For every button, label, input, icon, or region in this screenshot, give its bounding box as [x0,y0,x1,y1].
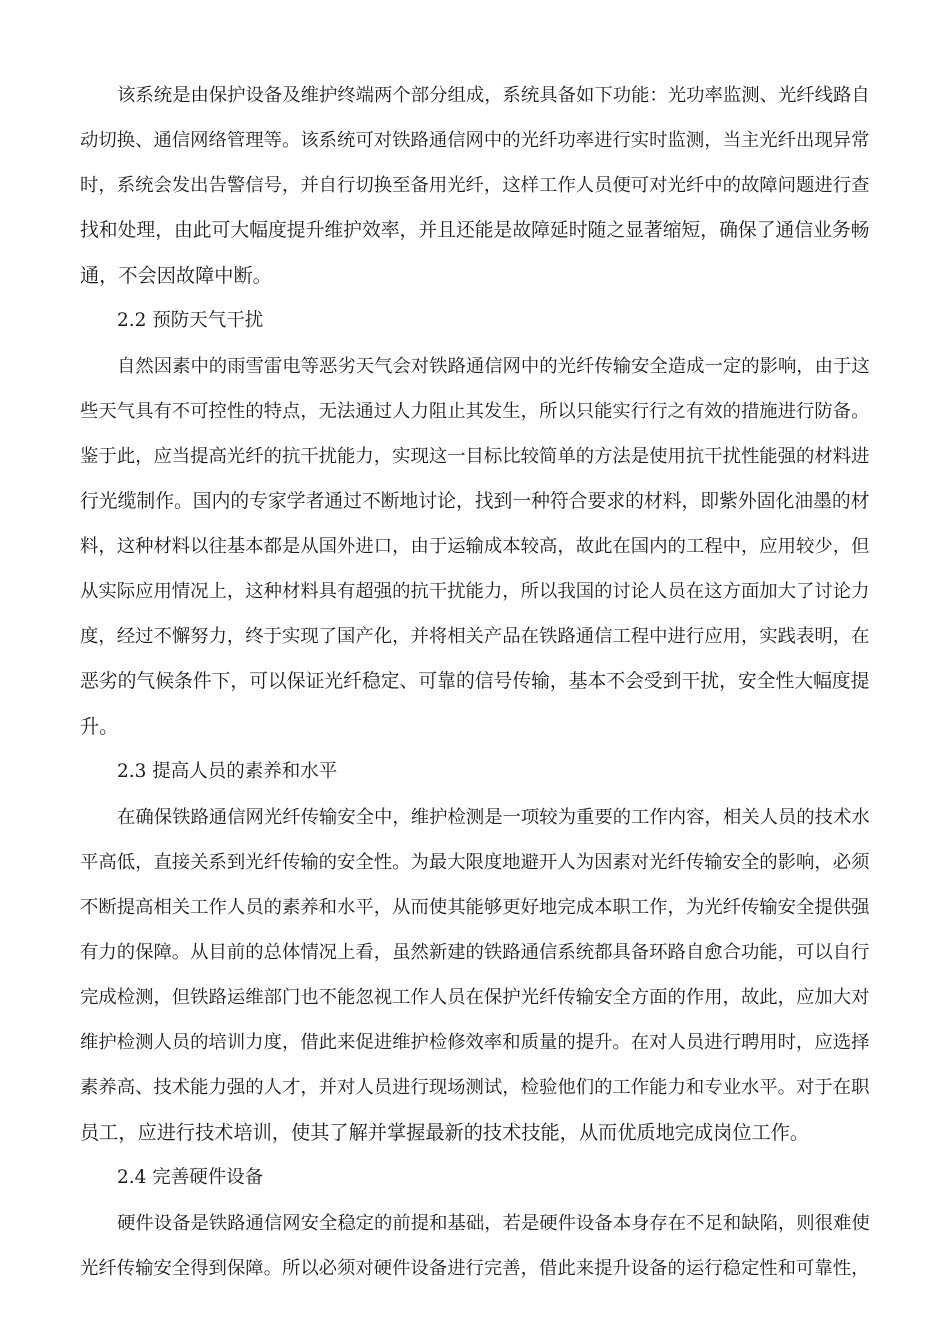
text-line: 有力的保障。从目前的总体情况上看，虽然新建的铁路通信系统都具备环路自愈合功能，可以自行 [80,942,870,963]
text-line: 些天气具有不可控性的特点，无法通过人力阻止其发生，所以只能实行行之有效的措施进行防备。 [80,401,870,422]
text-line: 自然因素中的雨雪雷电等恶劣天气会对铁路通信网中的光纤传输安全造成一定的影响，由于这 [117,356,870,377]
section-heading-2-2: 2.2 预防天气干扰 [117,310,264,331]
text-line: 动切换、通信网络管理等。该系统可对铁路通信网中的光纤功率进行实时监测，当主光纤出现异常 [80,130,870,151]
section-heading-2-4: 2.4 完善硬件设备 [117,1167,264,1188]
text-line: 通，不会因故障中断。 [80,264,272,287]
text-line: 恶劣的气候条件下，可以保证光纤稳定、可靠的信号传输，基本不会受到干扰，安全性大幅度提 [80,671,870,692]
text-line: 找和处理，由此可大幅度提升维护效率，并且还能是故障延时随之显著缩短，确保了通信业务畅 [80,220,870,241]
text-line: 升。 [80,715,119,738]
text-line: 时，系统会发出告警信号，并自行切换至备用光纤，这样工作人员便可对光纤中的故障问题进行查 [80,175,870,196]
text-line: 光纤传输安全得到保障。所以必须对硬件设备进行完善，借此来提升设备的运行稳定性和可靠性， [80,1258,870,1279]
text-line: 硬件设备是铁路通信网安全稳定的前提和基础，若是硬件设备本身存在不足和缺陷，则很难使 [117,1213,870,1234]
text-line: 平高低，直接关系到光纤传输的安全性。为最大限度地避开人为因素对光纤传输安全的影响，必须 [80,852,870,873]
text-line: 度，经过不懈努力，终于实现了国产化，并将相关产品在铁路通信工程中进行应用，实践表明，在 [80,626,870,647]
section-heading-2-3: 2.3 提高人员的素养和水平 [117,761,338,782]
text-line: 鉴于此，应当提高光纤的抗干扰能力，实现这一目标比较简单的方法是使用抗干扰性能强的材料进 [80,446,870,467]
text-line: 员工，应进行技术培训，使其了解并掌握最新的技术技能，从而优质地完成岗位工作。 [80,1121,810,1144]
text-line: 行光缆制作。国内的专家学者通过不断地讨论，找到一种符合要求的材料，即紫外固化油墨的材 [80,491,870,512]
text-line: 料，这种材料以往基本都是从国外进口，由于运输成本较高，故此在国内的工程中，应用较少，但 [80,536,870,557]
text-line: 从实际应用情况上，这种材料具有超强的抗干扰能力，所以我国的讨论人员在这方面加大了讨论力 [80,581,870,602]
text-line: 维护检测人员的培训力度，借此来促进维护检修效率和质量的提升。在对人员进行聘用时，应选择 [80,1032,870,1053]
text-line: 不断提高相关工作人员的素养和水平，从而使其能够更好地完成本职工作，为光纤传输安全提供强 [80,897,870,918]
text-line: 在确保铁路通信网光纤传输安全中，维护检测是一项较为重要的工作内容，相关人员的技术水 [117,807,870,828]
text-line: 素养高、技术能力强的人才，并对人员进行现场测试，检验他们的工作能力和专业水平。对于在职 [80,1077,870,1098]
text-line: 完成检测，但铁路运维部门也不能忽视工作人员在保护光纤传输安全方面的作用，故此，应加大对 [80,987,870,1008]
text-line: 该系统是由保护设备及维护终端两个部分组成，系统具备如下功能：光功率监测、光纤线路自 [117,85,870,106]
